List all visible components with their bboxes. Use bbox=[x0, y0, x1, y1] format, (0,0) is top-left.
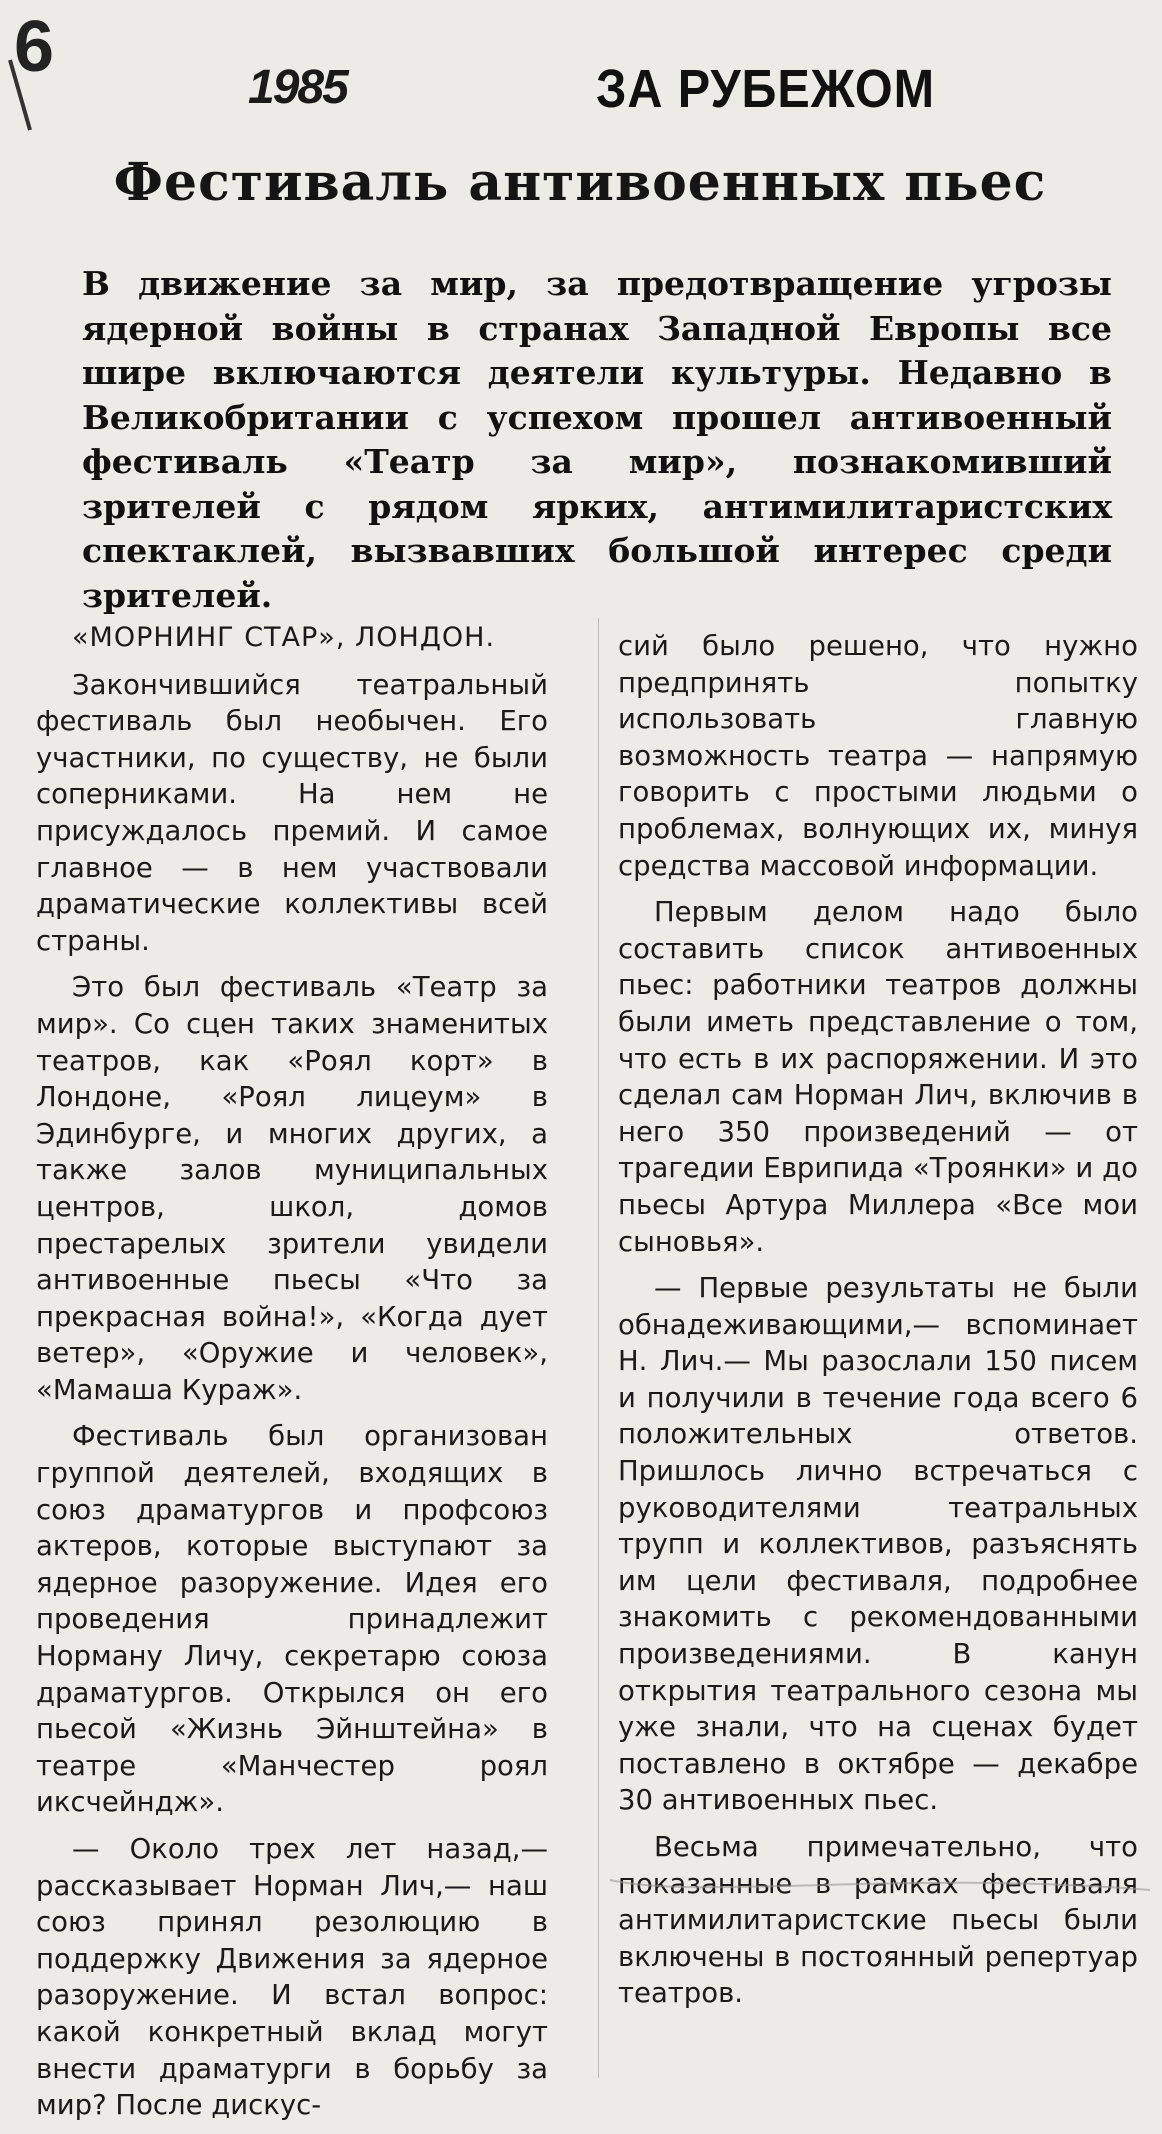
body-paragraph: Фестиваль был организован группой деятелей, входящих в союз драматургов и профсоюз актеров, которые выступают за ядерное разоружение. Идея его проведения принадлежит Норману Личу, секретарю союза драматургов. Открылся он его пьесой «Жизнь Эйнштейна» в театре «Манчестер роял иксчейндж». bbox=[36, 1420, 548, 1819]
page-number: 6 bbox=[14, 7, 55, 87]
lead-paragraph: В движение за мир, за предотвращение угрозы ядерной войны в странах Западной Европы все шире включаются деятели культуры. Недавно в Великобритании с успехом прошел антивоенный фестиваль «Театр за мир», познакомивший зрителей с рядом ярких, антимилитаристских спектаклей, вызвавших большой интерес среди зрителей. bbox=[82, 264, 1112, 615]
article-headline: Фестиваль антивоенных пьес bbox=[113, 152, 1047, 213]
column-divider bbox=[598, 618, 599, 2078]
body-paragraph: Первым делом надо было составить список антивоенных пьес: работники театров должны были иметь представление о том, что есть в их распоряжении. И это сделал сам Норман Лич, включив в него 350 произведений — от трагедии Еврипида «Троянки» и до пьесы Артура Миллера «Все мои сыновья». bbox=[618, 896, 1138, 1258]
section-title: ЗА РУБЕЖОМ bbox=[596, 59, 935, 119]
article-lead bbox=[82, 262, 1112, 618]
body-paragraph: — Около трех лет назад,— рассказывает Норман Лич,— наш союз принял резолюцию в поддержку Движения за ядерное разоружение. И встал вопрос: какой конкретный вклад могут внести драматурги в борьбу за мир? После дискус- bbox=[36, 1833, 548, 2122]
body-paragraph: Закончившийся театральный фестиваль был необычен. Его участники, по существу, не были соперниками. На нем не присуждалось премий. И самое главное — в нем участвовали драматические коллективы всей страны. bbox=[36, 668, 548, 957]
body-paragraph: Весьма примечательно, что показанные в рамках фестиваля антимилитаристские пьесы были включены в постоянный репертуар театров. bbox=[618, 1831, 1138, 2010]
body-paragraph: — Первые результаты не были обнадеживающими,— вспоминает Н. Лич.— Мы разослали 150 писем и получили в течение года всего 6 положительных ответов. Пришлось лично встречаться с руководителями театральных трупп и коллективов, разъяснять им цели фестиваля, подробнее знакомить с рекомендованными произведениями. В канун открытия театрального сезона мы уже знали, что на сценах будет поставлено в октябре — декабре 30 антивоенных пьес. bbox=[618, 1272, 1138, 1817]
issue-year: 1985 bbox=[248, 61, 347, 114]
dateline: «МОРНИНГ СТАР», ЛОНДОН. bbox=[72, 622, 496, 653]
left-column bbox=[36, 620, 548, 2134]
right-column bbox=[618, 628, 1138, 2022]
body-paragraph: Это был фестиваль «Театр за мир». Со сцен таких знаменитых театров, как «Роял корт» в Лондоне, «Роял лицеум» в Эдинбурге, и многих других, а также залов муниципальных центров, школ, домов престарелых зрители увидели антивоенные пьесы «Что за прекрасная война!», «Когда дует ветер», «Оружие и человек», «Мамаша Кураж». bbox=[36, 971, 548, 1406]
body-paragraph: сий было решено, что нужно предпринять попытку использовать главную возможность театра — напрямую говорить с простыми людьми о проблемах, волнующих их, минуя средства массовой информации. bbox=[618, 630, 1138, 882]
